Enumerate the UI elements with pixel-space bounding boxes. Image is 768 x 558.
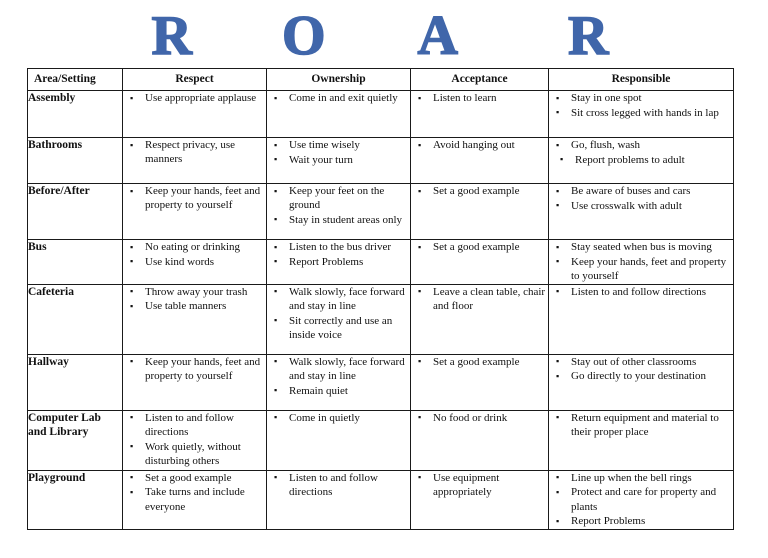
rule-list [123,184,266,212]
rule-list [411,355,548,369]
rule-list [267,285,410,342]
rule-item: ▪ Stay in one spot [549,91,733,105]
rule-list [411,138,548,152]
respect-cell [123,184,267,240]
rule-item: ▪ Listen to and follow directions [549,285,733,299]
setting-label: Playground [28,471,86,484]
rule-list [123,471,266,514]
ownership-cell [267,91,411,138]
rule-item: ▪ Work quietly, without disturbing others [123,440,266,468]
rule-item: ▪ Avoid hanging out [411,138,548,152]
rule-list [549,411,733,439]
responsible-cell [549,284,734,354]
ownership-cell [267,184,411,240]
acceptance-cell [411,410,549,470]
rule-list [411,240,548,254]
setting-cell [28,284,123,354]
rule-item: ▪ Keep your hands, feet and property to yourself [549,255,733,283]
rule-list [267,411,410,425]
rule-list [267,138,410,167]
rule-list [549,138,733,167]
ownership-cell [267,410,411,470]
rule-item: ▪ Listen to and follow directions [123,411,266,439]
responsible-cell [549,410,734,470]
rule-item: ▪ Leave a clean table, chair and floor [411,285,548,313]
acceptance-cell [411,184,549,240]
setting-label: Bus [28,241,47,253]
responsible-cell [549,138,734,184]
setting-cell [28,138,123,184]
setting-cell [28,354,123,410]
ownership-cell [267,240,411,285]
rule-item: ▪ Remain quiet [267,384,410,398]
rule-item: ▪ Come in and exit quietly [267,91,410,105]
rule-item: ▪ Stay seated when bus is moving [549,240,733,254]
respect-cell [123,284,267,354]
ownership-cell [267,138,411,184]
rule-item: ▪ Use table manners [123,299,266,313]
rule-item: ▪ Use equipment appropriately [411,471,548,499]
table-row [28,184,734,240]
table-header-row [28,69,734,91]
rule-list [549,355,733,384]
rule-item: ▪ Protect and care for property and plants [549,485,733,513]
setting-cell [28,184,123,240]
rule-item: ▪ Walk slowly, face forward and stay in line [267,355,410,383]
rule-list [267,471,410,499]
rule-item: ▪ Set a good example [411,355,548,369]
rule-list [549,184,733,213]
roar-letter-o: O [281,5,326,67]
rule-list [411,411,548,425]
rule-item: ▪ Keep your hands, feet and property to yourself [123,184,266,212]
rule-item: ▪ Report Problems [267,255,410,269]
roar-banner [27,5,733,67]
acceptance-cell [411,284,549,354]
rule-item: ▪ Use kind words [123,255,266,269]
rule-item: ▪ Take turns and include everyone [123,485,266,513]
rule-item: ▪ Sit correctly and use an inside voice [267,314,410,342]
acceptance-cell [411,91,549,138]
setting-cell [28,470,123,529]
rule-list [411,184,548,198]
roar-expectations-table [27,68,734,530]
responsible-cell [549,470,734,529]
rule-list [267,184,410,227]
rule-item: ▪ Listen to and follow directions [267,471,410,499]
acceptance-cell [411,354,549,410]
rule-item: ▪ Report Problems [549,514,733,528]
rule-item: ▪ Keep your hands, feet and property to yourself [123,355,266,383]
rule-item: ▪ Use appropriate applause [123,91,266,105]
rule-item: ▪ Report problems to adult [549,153,733,167]
rule-item: ▪ Stay out of other classrooms [549,355,733,369]
setting-label: Assembly [28,92,76,104]
respect-cell [123,138,267,184]
responsible-cell [549,240,734,285]
rule-list [123,411,266,468]
setting-cell [28,240,123,285]
column-header-respect: Respect [123,69,267,91]
rule-item: ▪ Throw away your trash [123,285,266,299]
table-body [28,91,734,530]
rule-item: ▪ Be aware of buses and cars [549,184,733,198]
respect-cell [123,91,267,138]
responsible-cell [549,184,734,240]
roar-letter-r2: R [568,5,609,67]
table-row [28,354,734,410]
column-header-responsible: Responsible [549,69,734,91]
rule-list [411,91,548,105]
rule-item: ▪ Set a good example [123,471,266,485]
table-row [28,284,734,354]
ownership-cell [267,284,411,354]
rule-item: ▪ Go directly to your destination [549,369,733,383]
rule-item: ▪ Keep your feet on the ground [267,184,410,212]
column-header-area-setting: Area/Setting [28,69,123,91]
roar-letter-a: A [417,5,458,67]
rule-list [267,91,410,105]
setting-label: Cafeteria [28,285,74,298]
setting-cell [28,91,123,138]
roar-letter-r1: R [151,5,192,67]
table-row [28,410,734,470]
respect-cell [123,240,267,285]
setting-label: Computer Lab and Library [28,411,101,439]
setting-cell [28,410,123,470]
setting-label: Before/After [28,185,90,197]
rule-item: ▪ Listen to learn [411,91,548,105]
rule-list [549,471,733,529]
rule-list [411,285,548,313]
acceptance-cell [411,240,549,285]
rule-list [549,91,733,120]
rule-item: ▪ Listen to the bus driver [267,240,410,254]
rule-item: ▪ Sit cross legged with hands in lap [549,106,733,120]
acceptance-cell [411,138,549,184]
rule-item: ▪ Wait your turn [267,153,410,167]
rule-item: ▪ Walk slowly, face forward and stay in line [267,285,410,313]
column-header-ownership: Ownership [267,69,411,91]
setting-label: Bathrooms [28,139,83,151]
rule-list [549,240,733,283]
rule-list [411,471,548,499]
responsible-cell [549,91,734,138]
table-row [28,470,734,529]
rule-item: ▪ Stay in student areas only [267,213,410,227]
rule-list [549,285,733,299]
rule-list [123,285,266,314]
ownership-cell [267,354,411,410]
rule-list [267,355,410,398]
rule-item: ▪ Use time wisely [267,138,410,152]
setting-label: Hallway [28,355,69,368]
acceptance-cell [411,470,549,529]
rule-item: ▪ Use crosswalk with adult [549,199,733,213]
rule-list [123,91,266,105]
ownership-cell [267,470,411,529]
column-header-acceptance: Acceptance [411,69,549,91]
rule-item: ▪ No food or drink [411,411,548,425]
rule-list [267,240,410,269]
rule-item: ▪ Set a good example [411,240,548,254]
rule-item: ▪ Return equipment and material to their proper place [549,411,733,439]
respect-cell [123,410,267,470]
table-row [28,138,734,184]
rule-item: ▪ Set a good example [411,184,548,198]
rule-list [123,355,266,383]
rule-item: ▪ No eating or drinking [123,240,266,254]
table-row [28,240,734,285]
respect-cell [123,354,267,410]
respect-cell [123,470,267,529]
table-row [28,91,734,138]
rule-list [123,240,266,269]
rule-item: ▪ Line up when the bell rings [549,471,733,485]
rule-item: ▪ Respect privacy, use manners [123,138,266,166]
responsible-cell [549,354,734,410]
rule-item: ▪ Come in quietly [267,411,410,425]
rule-item: ▪ Go, flush, wash [549,138,733,152]
rule-list [123,138,266,166]
